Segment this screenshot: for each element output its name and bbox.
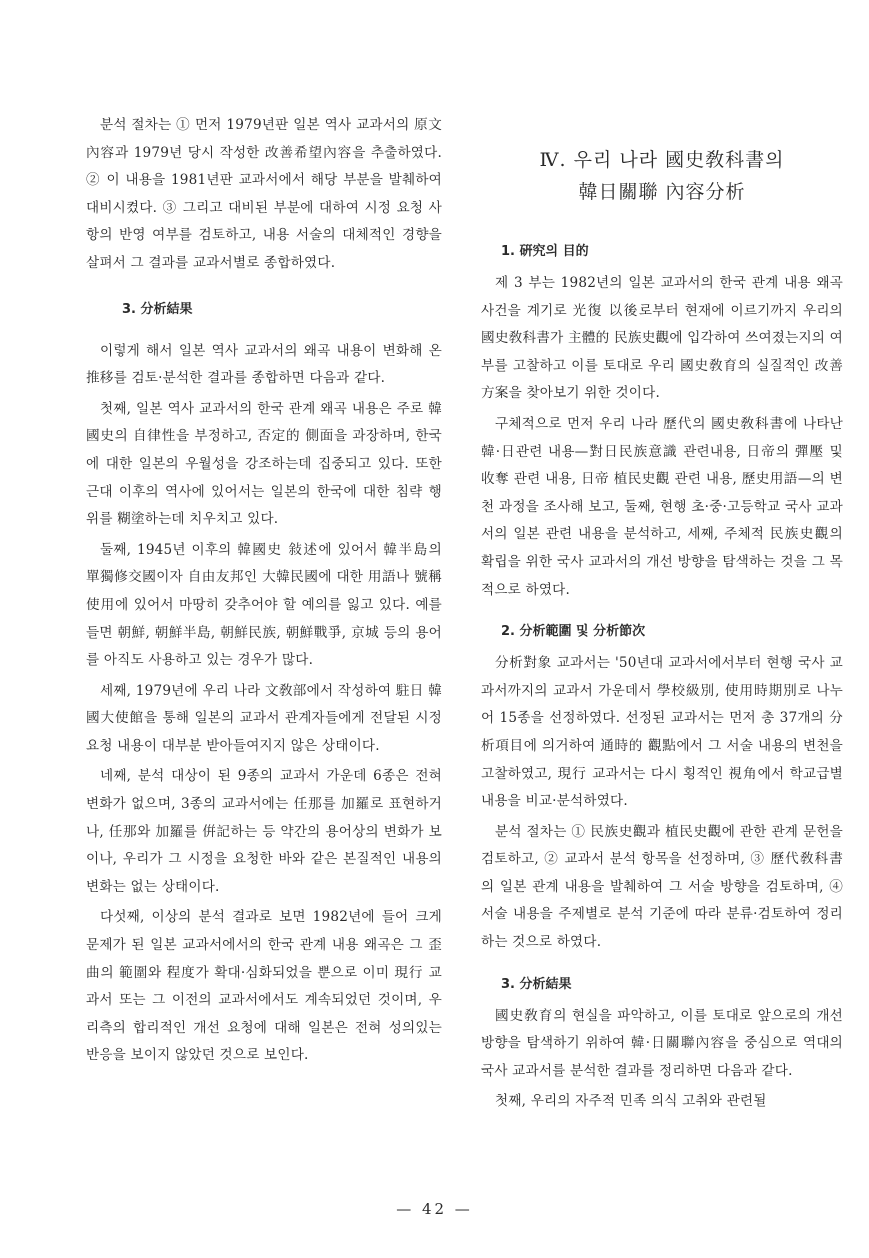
body-paragraph: 다섯째, 이상의 분석 결과로 보면 1982년에 들어 크게 문제가 된 일본 교과서에서의 한국 관계 내용 왜곡은 그 歪曲의 範圍와 程度가 확대·심화되었을 뿐으로 이미 現行 교과서 또는 그 이전의 교과서에서도 계속되었던 것이며, 우리측의 합리적인 개선 요청에 대해 일본은 전혀 성의있는 반응을 보이지 않았던 것으로 보인다.: [86, 909, 442, 1064]
body-paragraph: 세째, 1979년에 우리 나라 文敎部에서 작성하여 駐日 韓國大使館을 통해 일본의 교과서 관계자들에게 전달된 시정 요청 내용이 대부분 받아들여지지 않은 상태이다.: [86, 682, 442, 754]
right-column: [481, 112, 843, 1119]
body-paragraph: 이렇게 해서 일본 역사 교과서의 왜곡 내용이 변화해 온 推移를 검토·분석한 결과를 종합하면 다음과 같다.: [86, 342, 442, 387]
body-paragraph: 分析對象 교과서는 '50년대 교과서에서부터 현행 국사 교과서까지의 교과서 가운데서 學校級別, 使用時期別로 나누어 15종을 선정하였다. 선정된 교과서는 먼저 총 37개의 分析項目에 의거하여 通時的 觀點에서 그 서술 내용의 변천을 고찰하였고, 現行 교과서는 다시 횡적인 視角에서 학교급별 내용을 비교·분석하였다.: [481, 655, 843, 810]
chapter-title-line2: 韓日關聯 內容分析: [578, 181, 746, 203]
body-paragraph: 분석 절차는 ① 먼저 1979년판 일본 역사 교과서의 原文內容과 1979년 당시 작성한 改善希望內容을 추출하였다. ② 이 내용을 1981년판 교과서에서 해당 부분을 발췌하여 대비시켰다. ③ 그리고 대비된 부분에 대하여 시정 요청 사항의 반영 여부를 검토하고, 내용 서술의 대체적인 경향을 살펴서 그 결과를 교과서별로 종합하였다.: [86, 117, 442, 271]
body-paragraph: 구체적으로 먼저 우리 나라 歷代의 國史敎科書에 나타난 韓·日관련 내용—對日民族意識 관련내용, 日帝의 彈壓 및 收奪 관련 내용, 日帝 植民史觀 관련 내용, 歷史用語—의 변천 과정을 조사해 보고, 둘째, 현행 초·중·고등학교 국사 교과서의 일본 관련 내용을 분석하고, 세째, 주체적 民族史觀의 확립을 위한 국사 교과서의 개선 방향을 탐색하는 것을 그 목적으로 하였다.: [481, 415, 843, 598]
page-number: — 42 —: [396, 1200, 473, 1218]
body-paragraph: 제 3 부는 1982년의 일본 교과서의 한국 관계 내용 왜곡 사건을 계기로 光復 以後로부터 현재에 이르기까지 우리의 國史敎科書가 主體的 民族史觀에 입각하여 쓰여졌는지의 여부를 고찰하고 이를 토대로 우리 國史敎育의 실질적인 改善方案을 찾아보기 위한 것이다.: [481, 275, 843, 402]
section-heading: 3. 分析結果: [501, 976, 572, 992]
left-column: [86, 112, 442, 1073]
section-heading: 2. 分析範圍 및 分析節次: [501, 624, 646, 640]
chapter-title-line1: Ⅳ. 우리 나라 國史敎科書의: [539, 149, 785, 171]
body-paragraph: 첫째, 우리의 자주적 민족 의식 고취와 관련될: [495, 1093, 767, 1110]
chapter-title: [481, 144, 843, 208]
body-paragraph: 첫째, 일본 역사 교과서의 한국 관계 왜곡 내용은 주로 韓國史의 自律性을 부정하고, 否定的 側面을 과장하며, 한국에 대한 일본의 우월성을 강조하는데 집중되고 있다. 또한 근대 이후의 역사에 있어서는 일본의 한국에 대한 침략 행위를 糊塗하는데 치우치고 있다.: [86, 400, 442, 528]
section-heading: 3. 分析結果: [122, 301, 193, 317]
section-heading: 1. 硏究의 目的: [501, 244, 589, 259]
body-paragraph: 네째, 분석 대상이 된 9종의 교과서 가운데 6종은 전혀 변화가 없으며, 3종의 교과서에는 任那를 加羅로 표현하거나, 任那와 加羅를 倂記하는 등 약간의 용어상의 변화가 보이나, 우리가 그 시정을 요청한 바와 같은 본질적인 내용의 변화는 없는 상태이다.: [86, 768, 442, 895]
body-paragraph: 분석 절차는 ① 民族史觀과 植民史觀에 관한 관계 문헌을 검토하고, ② 교과서 분석 항목을 선정하며, ③ 歷代敎科書의 일본 관계 내용을 발췌하여 그 서술 방향을 검토하며, ④ 서술 내용을 주제별로 분석 기준에 따라 분류·검토하여 정리하는 것으로 하였다.: [481, 823, 843, 951]
body-paragraph: 國史敎育의 현실을 파악하고, 이를 토대로 앞으로의 개선 방향을 탐색하기 위하여 韓·日關聯內容을 중심으로 역대의 국사 교과서를 분석한 결과를 정리하면 다음과 같다.: [481, 1007, 843, 1079]
body-paragraph: 둘째, 1945년 이후의 韓國史 敍述에 있어서 韓半島의 單獨修交國이자 自由友邦인 大韓民國에 대한 用語나 號稱使用에 있어서 마땅히 갖추어야 할 예의를 잃고 있다. 예를 들면 朝鮮, 朝鮮半島, 朝鮮民族, 朝鮮戰爭, 京城 등의 용어를 아직도 사용하고 있는 경우가 많다.: [86, 541, 442, 669]
